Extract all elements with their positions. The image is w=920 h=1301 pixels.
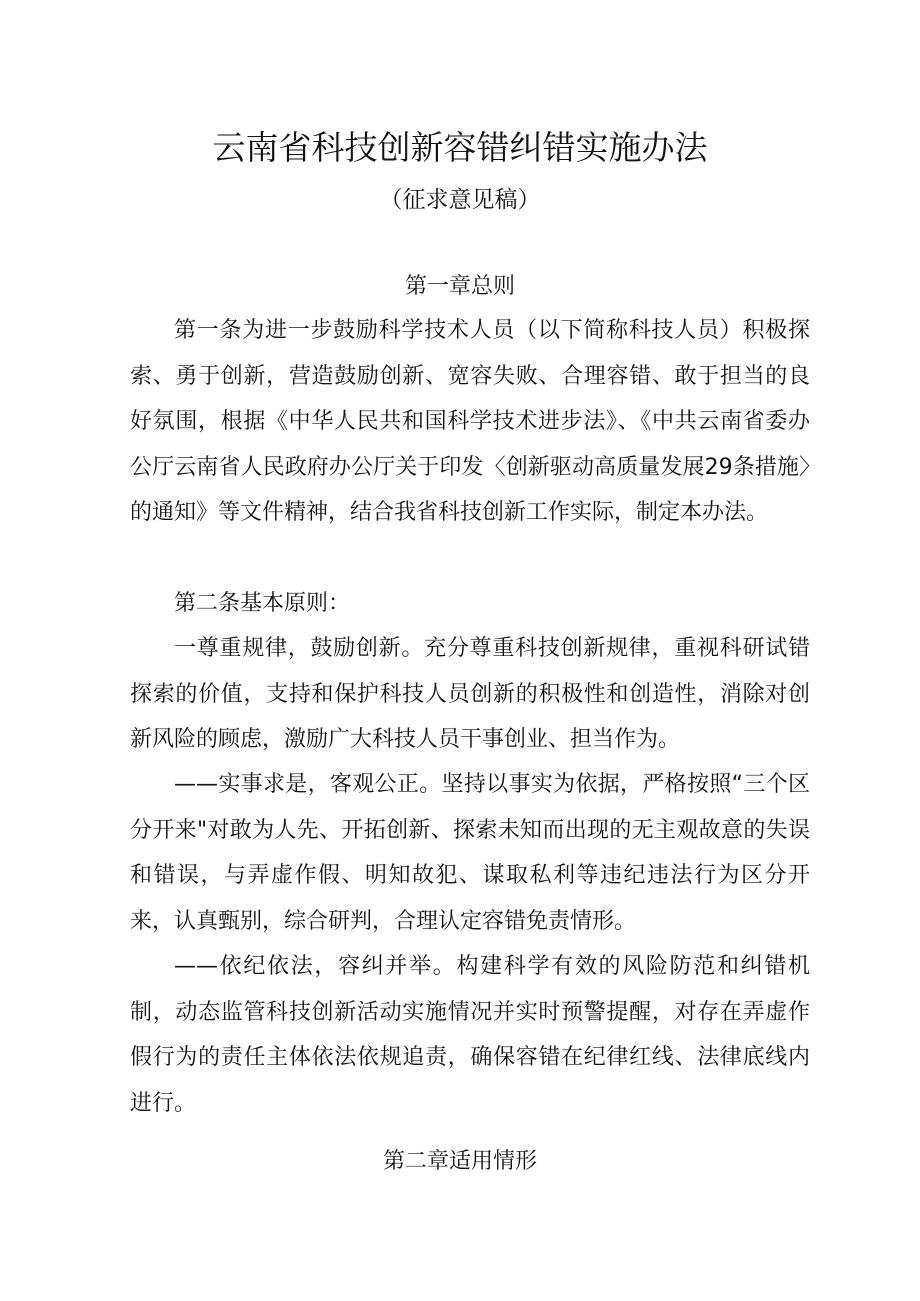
principle-2-paragraph: ——实事求是，客观公正。坚持以事实为依据，严格按照“三个区分开来"对敢为人先、开拓创新、探索未知而出现的无主观故意的失误和错误，与弄虚作假、明知故犯、谋取私利等违纪违法行为区分开来，认真甄别，综合研判，合理认定容错免责情形。 [130, 772, 810, 934]
chapter-2-heading: 第二章适用情形 [382, 1149, 537, 1174]
chapter-1-heading: 第一章总则 [404, 274, 515, 299]
article-2-heading: 第二条基本原则： [174, 591, 351, 616]
principle-3-paragraph: ——依纪依法，容纠并举。构建科学有效的风险防范和纠错机制，动态监管科技创新活动实施情况并实时预警提醒，对存在弄虚作假行为的责任主体依法依规追责，确保容错在纪律红线、法律底线内进行。 [130, 954, 810, 1116]
document-title: 云南省科技创新容错纠错实施办法 [212, 128, 708, 167]
article-1-paragraph: 第一条为进一步鼓励科学技术人员（以下简称科技人员）积极探索、勇于创新，营造鼓励创新、宽容失败、合理容错、敢于担当的良好氛围，根据《中华人民共和国科学技术进步法》、《中共云南省委办公厅云南省人民政府办公厅关于印发〈创新驱动高质量发展29条措施〉的通知》等文件精神，结合我省科技创新工作实际，制定本办法。 [130, 318, 810, 525]
principle-1-paragraph: 一尊重规律，鼓励创新。充分尊重科技创新规律，重视科研试错探索的价值，支持和保护科技人员创新的积极性和创造性，消除对创新风险的顾虑，激励广大科技人员干事创业、担当作为。 [130, 636, 810, 752]
document-subtitle: （征求意见稿） [379, 187, 541, 213]
